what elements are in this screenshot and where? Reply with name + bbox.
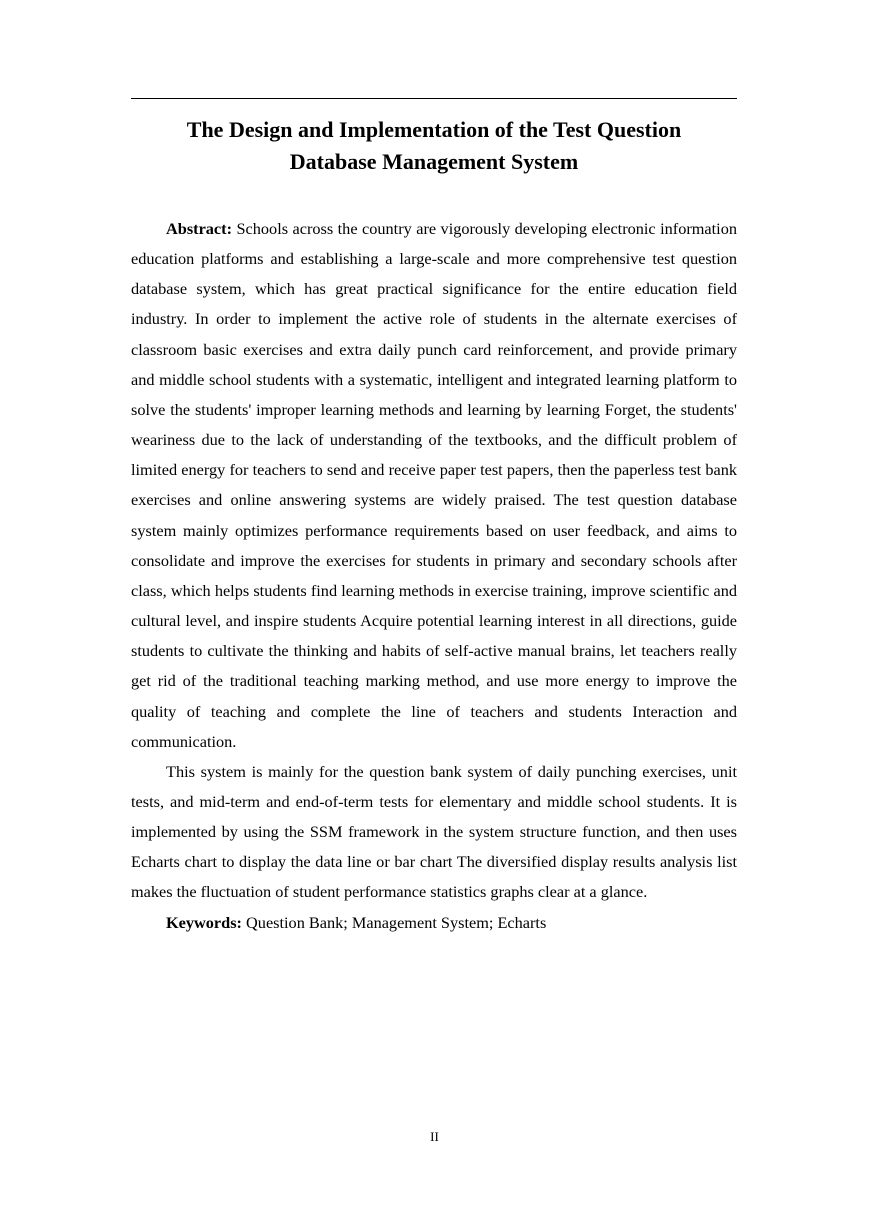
abstract-paragraph-1 [131, 214, 737, 757]
title-line-1: The Design and Implementation of the Test Question [186, 117, 682, 142]
abstract-label: Abstract: [166, 219, 233, 238]
keywords-text: Question Bank; Management System; Echarts [246, 912, 547, 932]
abstract-paragraph-2 [131, 757, 737, 908]
page-number: II [430, 1129, 439, 1144]
document-title [131, 114, 737, 178]
keywords-label: Keywords: [166, 912, 242, 932]
abstract-section [131, 214, 737, 938]
title-line-2: Database Management System [289, 149, 579, 174]
abstract-text-2: This system is mainly for the question bank system of daily punching exercises, unit tests, and mid-term and end-of-term tests for elementary and middle school students. It is implemented by using the SSM framework in the system structure function, and then uses Echarts chart to display the data line or bar chart The diversified display results analysis list makes the fluctuation of student performance statistics graphs clear at a glance. [131, 761, 737, 902]
keywords-line [131, 908, 737, 938]
abstract-text-1: Schools across the country are vigorously developing electronic information education platforms and establishing a large-scale and more comprehensive test question database system, which has great practical significance for the entire education field industry. In order to implement the active role of students in the alternate exercises of classroom basic exercises and extra daily punch card reinforcement, and provide primary and middle school students with a systematic, intelligent and integrated learning platform to solve the students' improper learning methods and learning by learning Forget, the students' weariness due to the lack of understanding of the textbooks, and the difficult problem of limited energy for teachers to send and receive paper test papers, then the paperless test bank exercises and online answering systems are widely praised. The test question database system mainly optimizes performance requirements based on user feedback, and aims to consolidate and improve the exercises for students in primary and secondary schools after class, which helps students find learning methods in exercise training, improve scientific and cultural level, and inspire students Acquire potential learning interest in all directions, guide students to cultivate the thinking and habits of self-active manual brains, let teachers really get rid of the traditional teaching marking method, and use more energy to improve the quality of teaching and complete the line of teachers and students Interaction and communication. [131, 219, 737, 751]
header-rule [131, 98, 737, 99]
